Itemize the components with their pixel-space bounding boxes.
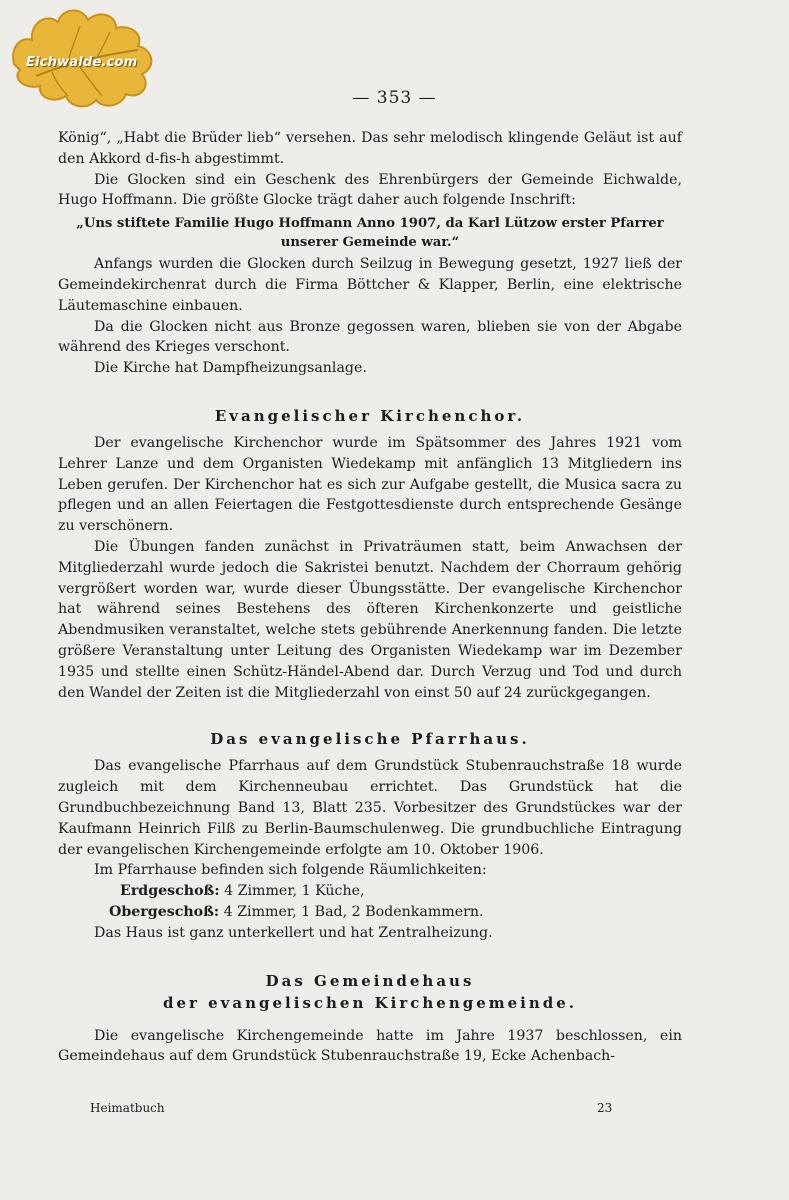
paragraph: Der evangelische Kirchenchor wurde im Spätsommer des Jahres 1921 vom Lehrer Lanze und dem Organisten Wiedekamp mit anfänglich 13 Mitgliedern ins Leben gerufen. Der Kirchenchor hat es sich zur Aufgabe gestellt, die Musica sacra zu pflegen und an allen Feiertagen die Festgottesdienste durch entsprechende Gesänge zu verschönern.	[58, 434, 682, 535]
section-heading-kirchenchor: Evangelischer Kirchenchor.	[214, 406, 526, 425]
section-heading-pfarrhaus: Das evangelische Pfarrhaus.	[210, 730, 530, 749]
paragraph: Die Glocken sind ein Geschenk des Ehrenbürgers der Gemeinde Eichwalde, Hugo Hoffmann. Die größte Glocke trägt daher auch folgende Inschrift:	[58, 171, 682, 209]
document-body	[58, 128, 682, 1067]
paragraph: Anfangs wurden die Glocken durch Seilzug in Bewegung gesetzt, 1927 ließ der Gemeindekirchenrat durch die Firma Böttcher & Klapper, Berlin, eine elektrische Läutemaschine einbauen.	[58, 256, 682, 314]
paragraph: Die Kirche hat Dampfheizungsanlage.	[94, 360, 367, 377]
bell-inscription: „Uns stiftete Familie Hugo Hoffmann Anno 1907, da Karl Lützow erster Pfarrer unserer Gemeinde war.“	[76, 216, 664, 251]
room-text: 4 Zimmer, 1 Küche,	[219, 883, 365, 900]
paragraph: König“, „Habt die Brüder lieb“ versehen. Das sehr melodisch klingende Geläut ist auf den Akkord d-fis-h abgestimmt.	[58, 130, 682, 167]
paragraph: Im Pfarrhause befinden sich folgende Räumlichkeiten:	[94, 862, 487, 879]
paragraph: Da die Glocken nicht aus Bronze gegossen waren, blieben sie von der Abgabe während des Krieges verschont.	[58, 318, 682, 356]
paragraph: Das Haus ist ganz unterkellert und hat Zentralheizung.	[94, 924, 493, 941]
page-number: — 353 —	[352, 88, 437, 108]
paragraph: Die Übungen fanden zunächst in Privaträumen statt, beim Anwachsen der Mitgliederzahl wurde jedoch die Sakristei benutzt. Nachdem der Chorraum gehörig vergrößert worden war, wurde dieser Übungsstätte. Der evangelische Kirchenchor hat während seines Bestehens des öfteren Kirchenkonzerte und geistliche Abendmusiken veranstaltet, welche stets gebührende Anerkennung fanden. Die letzte größere Veranstaltung unter Leitung des Organisten Wiedekamp war im Dezember 1935 und stellte einen Schütz-Händel-Abend dar. Durch Verzug und Tod und durch den Wandel der Zeiten ist die Mitgliederzahl von einst 50 auf 24 zurückgegangen.	[58, 538, 682, 701]
heading-line: der evangelischen Kirchengemeinde.	[162, 993, 578, 1012]
room-text: 4 Zimmer, 1 Bad, 2 Bodenkammern.	[219, 903, 484, 920]
footer-book-title: Heimatbuch	[90, 1101, 165, 1115]
footer-signature-number: 23	[597, 1101, 613, 1115]
room-list-item	[58, 881, 682, 902]
heading-line: Das Gemeindehaus	[265, 971, 475, 990]
room-label: Erdgeschoß:	[120, 883, 220, 900]
logo-text: Eichwalde.com	[26, 55, 138, 70]
room-list-item	[58, 902, 682, 923]
section-heading-gemeindehaus	[58, 970, 682, 1014]
room-label: Obergeschoß:	[109, 903, 220, 920]
paragraph: Das evangelische Pfarrhaus auf dem Grundstück Stubenrauchstraße 18 wurde zugleich mit dem Kirchenneubau errichtet. Das Grundstück hat die Grundbuchbezeichnung Band 13, Blatt 235. Vorbesitzer des Grundstückes war der Kaufmann Heinrich Filß zu Berlin-Baumschulenweg. Die grundbuchliche Eintragung der evangelischen Kirchengemeinde erfolgte am 10. Oktober 1906.	[58, 758, 682, 858]
paragraph: Die evangelische Kirchengemeinde hatte im Jahre 1937 beschlossen, ein Gemeindehaus auf dem Grundstück Stubenrauchstraße 19, Ecke Achenbach-	[58, 1027, 682, 1065]
